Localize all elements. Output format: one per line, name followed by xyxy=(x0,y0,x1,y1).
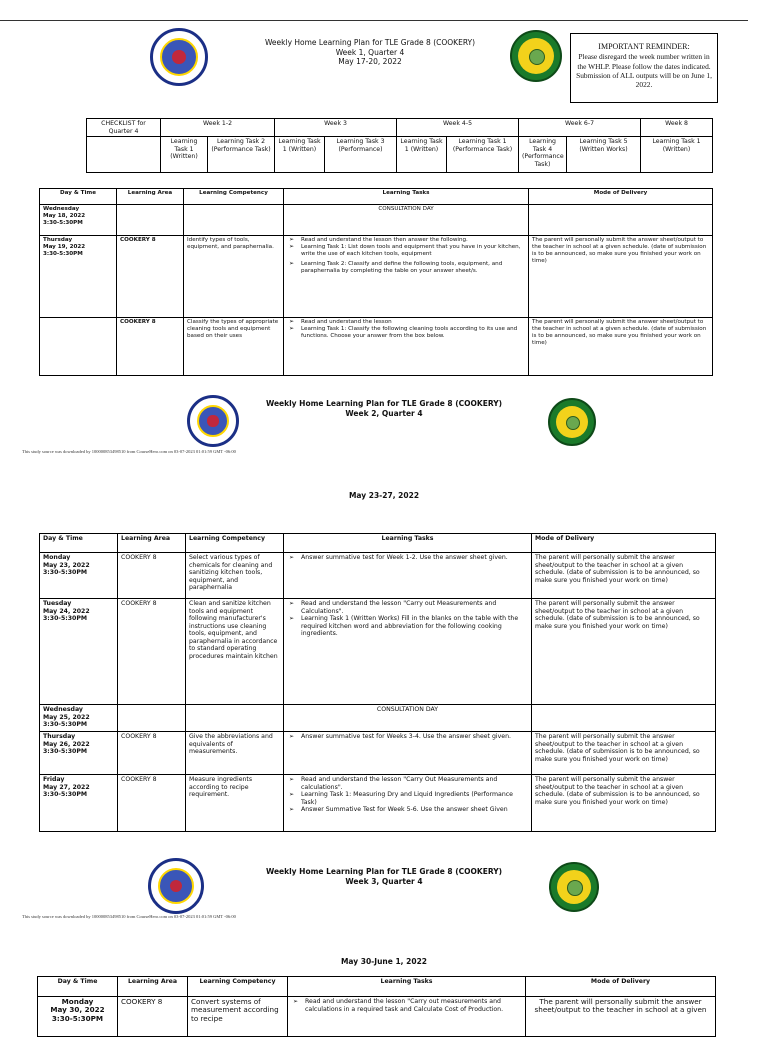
checklist-task: Learning Task 1 (Written) xyxy=(641,137,713,173)
tasks-cell xyxy=(284,318,529,376)
competency-cell xyxy=(184,205,284,236)
tasks-cell xyxy=(284,775,532,832)
checklist-week: Week 1-2 xyxy=(161,119,275,137)
learning-area-cell: COOKERY 8 xyxy=(118,775,186,832)
header-learning-competency: Learning Competency xyxy=(184,189,284,205)
competency-cell xyxy=(186,705,284,732)
header-mode-of-delivery: Mode of Delivery xyxy=(529,189,713,205)
header-learning-area: Learning Area xyxy=(117,189,184,205)
competency-cell: Select various types of chemicals for cleaning and sanitizing kitchen tools, equipment, and paraphernalia xyxy=(186,553,284,599)
day-time-cell: Friday May 27, 2022 3:30-5:30PM xyxy=(40,775,118,832)
competency-cell: Clean and sanitize kitchen tools and equipment following manufacturer's instructions use cleaning tools, equipment, and paraphernalia in accordance to standard operating procedures maintain kitchen xyxy=(186,599,284,705)
learning-area-cell: COOKERY 8 xyxy=(117,236,184,318)
task-item: ➢ Answer summative test for Week 1-2. Use the answer sheet given. xyxy=(287,554,528,562)
plan-week: Week 3, Quarter 4 xyxy=(345,876,423,886)
checklist-week: Week 4-5 xyxy=(397,119,519,137)
header-learning-competency: Learning Competency xyxy=(188,977,288,997)
tasks-cell xyxy=(284,732,532,775)
task-item: ➢ Read and understand the lesson "Carry Out Measurements and calculations". xyxy=(287,776,528,791)
checklist-week: Week 6-7 xyxy=(519,119,641,137)
day-time-cell: Wednesday May 25, 2022 3:30-5:30PM xyxy=(40,705,118,732)
learning-area-cell: COOKERY 8 xyxy=(117,318,184,376)
download-note: This study source was downloaded by 100000853498510 from CourseHero.com on 03-07-2023 01:01:59 GMT -06:00 xyxy=(22,914,236,919)
header-day-time: Day & Time xyxy=(40,534,118,553)
mode-cell: The parent will personally submit the answer sheet/output to the teacher in school at a given schedule. (date of submission is to be announced, so make sure you finished your work on time) xyxy=(532,553,716,599)
consultation-day-cell: CONSULTATION DAY xyxy=(284,705,532,732)
table-row xyxy=(38,997,716,1037)
task-item: ➢ Read and understand the lesson xyxy=(287,319,525,326)
plan-week: Week 2, Quarter 4 xyxy=(345,408,423,418)
header-day-time: Day & Time xyxy=(40,189,117,205)
header-day-time: Day & Time xyxy=(38,977,118,997)
week3-dates: May 30-June 1, 2022 xyxy=(340,957,428,966)
checklist-table xyxy=(86,118,713,173)
checklist-task: Learning Task 2 (Performance Task) xyxy=(208,137,275,173)
table-row xyxy=(40,599,716,705)
task-item: ➢ Answer Summative Test for Week 5-6. Use the answer sheet Given xyxy=(287,806,528,814)
learning-area-cell: COOKERY 8 xyxy=(118,553,186,599)
task-item: ➢ Learning Task 1: Classify the following cleaning tools according to its use and functions. Choose your answer from the box below. xyxy=(287,326,525,340)
mode-cell xyxy=(532,705,716,732)
tasks-cell xyxy=(284,599,532,705)
day-time-cell xyxy=(40,318,117,376)
header-mode-of-delivery: Mode of Delivery xyxy=(526,977,716,997)
mode-cell: The parent will personally submit the answer sheet/output to the teacher in school at a given schedule. (date of submission is to be announced, so make sure you finished your work on time) xyxy=(529,236,713,318)
reminder-body: Please disregard the week number written in the WHLP. Please follow the dates indicated. Submission of ALL outputs will be on June 1, 2022. xyxy=(576,52,712,90)
task-item: ➢ Answer summative test for Weeks 3-4. Use the answer sheet given. xyxy=(287,733,528,741)
plan-week: Week 1, Quarter 4 xyxy=(335,47,405,57)
reminder-heading: IMPORTANT REMINDER: xyxy=(598,42,690,51)
day-time-cell: Wednesday May 18, 2022 3:30-5:30PM xyxy=(40,205,117,236)
header-learning-competency: Learning Competency xyxy=(186,534,284,553)
day-time-cell: Monday May 30, 2022 3:30-5:30PM xyxy=(38,997,118,1037)
week1-plan-table xyxy=(39,188,713,376)
checklist-label: CHECKLIST for Quarter 4 xyxy=(87,119,161,137)
consultation-day-cell: CONSULTATION DAY xyxy=(284,205,529,236)
tasks-cell xyxy=(288,997,526,1037)
week3-title-block xyxy=(200,867,568,886)
task-item: ➢ Learning Task 1 (Written Works) Fill in the blanks on the table with the required kitchen word and abbreviation for the following cooking ingredients. xyxy=(287,615,528,638)
checklist-task: Learning Task 5 (Written Works) xyxy=(567,137,641,173)
checklist-task: Learning Task 1 (Performance Task) xyxy=(447,137,519,173)
week2-dates: May 23-27, 2022 xyxy=(348,491,420,500)
competency-cell: Classify the types of appropriate cleaning tools and equipment based on their uses xyxy=(184,318,284,376)
mode-cell: The parent will personally submit the answer sheet/output to the teacher in school at a given xyxy=(526,997,716,1037)
table-row xyxy=(40,775,716,832)
checklist-blank xyxy=(87,137,161,173)
learning-area-cell xyxy=(118,705,186,732)
task-item: ➢ Learning Task 1: Measuring Dry and Liquid Ingredients (Performance Task) xyxy=(287,791,528,806)
plan-title: Weekly Home Learning Plan for TLE Grade 8 (COOKERY) xyxy=(264,38,476,47)
day-time-cell: Thursday May 19, 2022 3:30-5:30PM xyxy=(40,236,117,318)
day-time-cell: Tuesday May 24, 2022 3:30-5:30PM xyxy=(40,599,118,705)
week2-plan-table xyxy=(39,533,716,832)
task-item: ➢ Learning Task 1: List down tools and equipment that you have in your kitchen, write the use of each kitchen tools, equipment xyxy=(287,244,525,258)
tasks-cell xyxy=(284,236,529,318)
checklist-week: Week 3 xyxy=(275,119,397,137)
table-row xyxy=(40,318,713,376)
competency-cell: Give the abbreviations and equivalents of measurements. xyxy=(186,732,284,775)
mode-cell: The parent will personally submit the answer sheet/output to the teacher in school at a given schedule. (date of submission is to be announced, so make sure you finished your work on time) xyxy=(532,732,716,775)
task-item: ➢ Read and understand the lesson then answer the following. xyxy=(287,237,525,244)
checklist-week: Week 8 xyxy=(641,119,713,137)
plan-title: Weekly Home Learning Plan for TLE Grade 8 (COOKERY) xyxy=(265,399,503,408)
mode-cell: The parent will personally submit the answer sheet/output to the teacher in school at a given schedule. (date of submission is to be announced, so make sure you finished your work on time) xyxy=(529,318,713,376)
plan-dates: May 17-20, 2022 xyxy=(338,57,402,66)
header-mode-of-delivery: Mode of Delivery xyxy=(532,534,716,553)
learning-area-cell: COOKERY 8 xyxy=(118,997,188,1037)
mode-cell: The parent will personally submit the answer sheet/output to the teacher in school at a given schedule. (date of submission is to be announced, so make sure you finished your work on time) xyxy=(532,599,716,705)
learning-area-cell xyxy=(117,205,184,236)
deped-seal-icon xyxy=(148,858,204,914)
checklist-task: Learning Task 1 (Written) xyxy=(161,137,208,173)
learning-area-cell: COOKERY 8 xyxy=(118,599,186,705)
checklist-task: Learning Task 1 (Written) xyxy=(275,137,325,173)
checklist-task: Learning Task 3 (Performance) xyxy=(325,137,397,173)
week3-plan-table xyxy=(37,976,716,1037)
header-learning-tasks: Learning Tasks xyxy=(284,189,529,205)
competency-cell: Identify types of tools, equipment, and paraphernalia. xyxy=(184,236,284,318)
table-row xyxy=(40,553,716,599)
table-row xyxy=(40,205,713,236)
download-note: This study source was downloaded by 100000853498510 from CourseHero.com on 03-07-2023 01:01:59 GMT -06:00 xyxy=(22,449,236,454)
header-learning-area: Learning Area xyxy=(118,534,186,553)
header-learning-tasks: Learning Tasks xyxy=(288,977,526,997)
week2-title-block xyxy=(200,399,568,418)
week1-title-block xyxy=(180,38,560,67)
mode-cell: The parent will personally submit the answer sheet/output to the teacher in school at a given schedule. (date of submission is to be announced, so make sure you finished your work on time) xyxy=(532,775,716,832)
day-time-cell: Monday May 23, 2022 3:30-5:30PM xyxy=(40,553,118,599)
task-item: ➢ Read and understand the lesson "Carry out measurements and calculations in a required task and Calculate Cost of Production. xyxy=(291,998,522,1013)
task-item: ➢ Read and understand the lesson "Carry out Measurements and Calculations". xyxy=(287,600,528,615)
table-row xyxy=(40,732,716,775)
top-rule xyxy=(0,20,748,21)
competency-cell: Measure ingredients according to recipe requirement. xyxy=(186,775,284,832)
mode-cell xyxy=(529,205,713,236)
task-item: ➢ Learning Task 2: Classify and define the following tools, equipment, and paraphernalia by completing the table on your answer sheet/s. xyxy=(287,261,525,275)
header-learning-area: Learning Area xyxy=(118,977,188,997)
table-row xyxy=(40,705,716,732)
day-time-cell: Thursday May 26, 2022 3:30-5:30PM xyxy=(40,732,118,775)
tasks-cell xyxy=(284,553,532,599)
header-learning-tasks: Learning Tasks xyxy=(284,534,532,553)
checklist-task: Learning Task 1 (Written) xyxy=(397,137,447,173)
table-row xyxy=(40,236,713,318)
competency-cell: Convert systems of measurement according to recipe xyxy=(188,997,288,1037)
learning-area-cell: COOKERY 8 xyxy=(118,732,186,775)
important-reminder-box xyxy=(570,33,718,103)
checklist-task: Learning Task 4 (Performance Task) xyxy=(519,137,567,173)
plan-title: Weekly Home Learning Plan for TLE Grade 8 (COOKERY) xyxy=(265,867,503,876)
